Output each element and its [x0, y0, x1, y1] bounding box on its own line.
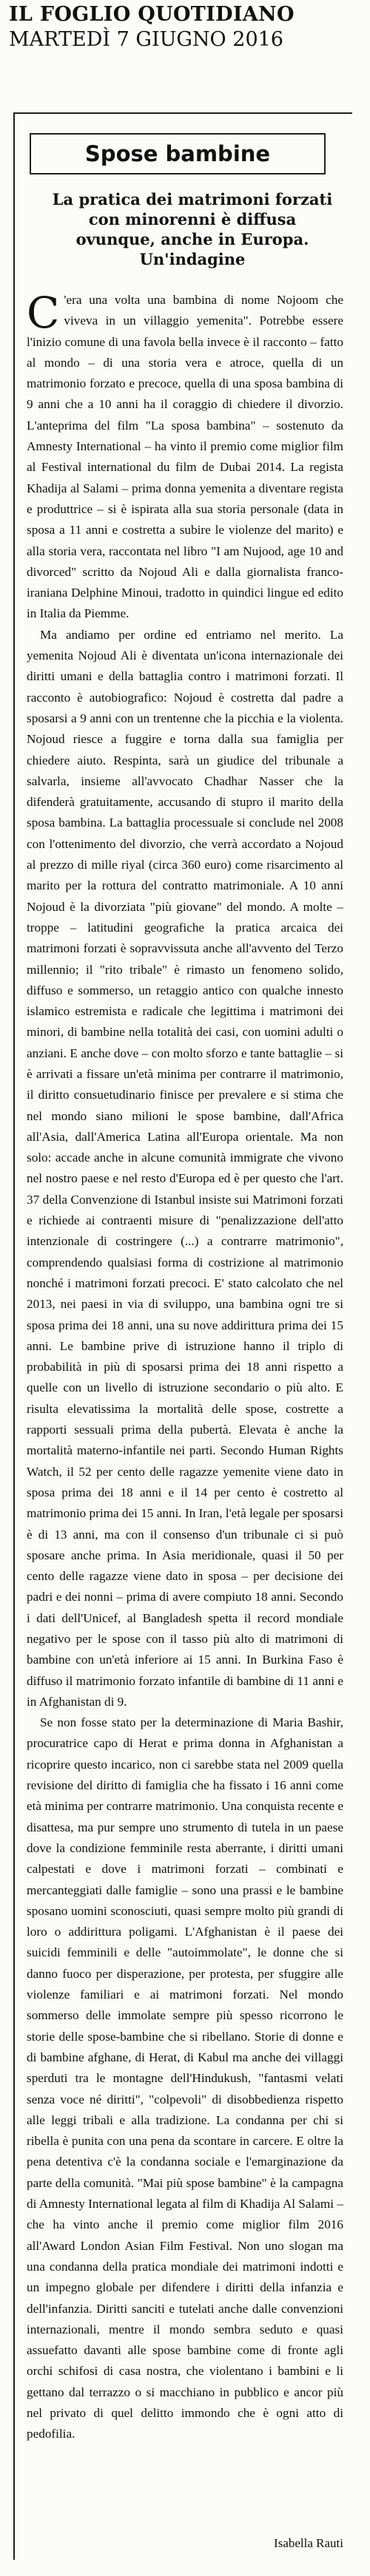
article-subtitle: La pratica dei matrimoni forzati con minorenni è diffusa ovunque, anche in Europa. Un'indagine [52, 190, 333, 268]
article-title: Spose bambine [84, 141, 271, 166]
publication-date: MARTEDÌ 7 GIUGNO 2016 [9, 28, 283, 51]
article-author: Isabella Rauti [274, 2536, 343, 2550]
masthead [9, 3, 361, 52]
paragraph-text: 'era una volta una bambina di nome Nojoom che viveva in un villaggio yemenita". Potrebbe essere l'inizio comune di una favola bella invece è il racconto – fatto al mondo – di una storia vera e atroce, quella di un matrimonio forzato e precoce, quella di una sposa bambina di 9 anni che a 10 anni ha il coraggio di chiedere il divorzio. L'anteprima del film "La sposa bambina" – sostenuto da Amnesty International – ha vinto il premio come miglior film al Festival international du film de Dubai 2014. La regista Khadija al Salami – prima donna yemenita a diventare regista e produttrice – si è ispirata alla sua storia personale (data in sposa a 11 anni e costretta a subire le violenze del marito) e alla storia vera, raccontata nel libro "I am Nujood, age 10 and divorced" scritto da Nojoud Ali e dalla giornalista franco-iraniana Delphine Minoui, tradotto in quindici lingue ed edito in Italia da Piemme. [27, 293, 343, 621]
article-body [27, 290, 343, 2445]
newspaper-name: IL FOGLIO QUOTIDIANO [9, 3, 295, 26]
article-paragraph-2: Ma andiamo per ordine ed entriamo nel merito. La yemenita Nojoud Ali è diventata un'icona internazionale dei diritti umani e della battaglia contro i matrimoni forzati. Il racconto è autobiografico: Nojoud è costretta dal padre a sposarsi a 9 anni con un trentenne che la picchia e la violenta. Nojoud riesce a fuggire e torna dalla sua famiglia per chiedere aiuto. Respinta, sarà un giudice del tribunale a salvarla, insieme all'avvocato Chadhar Nasser che la difenderà gratuitamente, accusando di stupro il marito della sposa bambina. La battaglia processuale si conclude nel 2008 con l'ottenimento del divorzio, che verrà accordato a Nojoud al prezzo di mille riyal (circa 360 euro) come risarcimento al marito per la rottura del contratto matrimoniale. A 10 anni Nojoud è la divorziata "più giovane" del mondo. A molte – troppe – latitudini geografiche la pratica arcaica dei matrimoni forzati è sopravvissuta anche all'avvento del Terzo millennio; il "rito tribale" è rimasto un fenomeno solido, diffuso e sommerso, un retaggio antico con qualche innesto islamico estremista e radicale che legittima i matrimoni dei minori, di bambine nella totalità dei casi, con uomini adulti o anziani. E anche dove – con molto sforzo e tante battaglie – si è arrivati a fissare un'età minima per contrarre il matrimonio, il diritto consuetudinario finisce per prevalere e si stima che nel mondo siano milioni le spose bambine, dall'Africa all'Asia, dall'America Latina all'Europa orientale. Ma non solo: accade anche in alcune comunità immigrate che vivono nel nostro paese e nel resto d'Europa ed è per questo che l'art. 37 della Convenzione di Istanbul insiste sui Matrimoni forzati e richiede ai contraenti misure di "penalizzazione dell'atto intenzionale di costringere (...) a contrarre matrimonio", comprendendo qualsiasi forma di costrizione al matrimonio nonché i matrimoni forzati precoci. E' stato calcolato che nel 2013, nei paesi in via di sviluppo, una bambina ogni tre si sposa prima dei 18 anni, una su nove addirittura prima dei 15 anni. Le bambine prive di istruzione hanno il triplo di probabilità in più di sposarsi prima dei 18 anni rispetto a quelle con un livello di istruzione secondario o più alto. E risulta elevatissima la mortalità delle spose, costrette a rapporti sessuali prima della pubertà. Elevata è anche la mortalità materno-infantile nei parti. Secondo Human Rights Watch, il 52 per cento delle ragazze yemenite viene dato in sposa prima dei 18 anni e il 14 per cento è costretto al matrimonio prima dei 15 anni. In Iran, l'età legale per sposarsi è di 13 anni, ma con il consenso d'un tribunale ci si può sposare anche prima. In Asia meridionale, quasi il 50 per cento delle ragazze viene dato in sposa – per decisione dei padri e dei nonni – prima di avere compiuto 18 anni. Secondo i dati dell'Unicef, al Bangladesh spetta il record mondiale negativo per le spose con il tasso più alto di matrimoni di bambine con un'età inferiore ai 15 anni. In Burkina Faso è diffuso il matrimonio forzato infantile di bambine di 11 anni e in Afghanistan di 9. [27, 627, 343, 1709]
article-paragraph-3: Se non fosse stato per la determinazione di Maria Bashir, procuratrice capo di Herat e prima donna in Afghanistan a ricoprire questo incarico, non ci sarebbe stata nel 2009 quella revisione del diritto di famiglia che ha fissato i 16 anni come età minima per contrarre matrimonio. Una conquista recente e disattesa, ma pur sempre uno strumento di tutela in un paese dove la condizione femminile resta aberrante, i diritti umani calpestati e dove i matrimoni forzati – combinati e mercanteggiati dalle famiglie – sono una prassi e le bambine sposano uomini sconosciuti, quasi sempre molto più grandi di loro o addirittura poligami. L'Afghanistan è il paese dei suicidi femminili e delle "autoimmolate", le donne che si danno fuoco per disperazione, per protesta, per sfuggire alle violenze familiari e ai matrimoni forzati. Nel mondo sommerso delle immolate sempre più spesso ricorrono le storie delle spose-bambine che si ribellano. Storie di donne e di bambine afghane, di Herat, di Kabul ma anche dei villaggi sperduti tra le montagne dell'Hindukush, "fantasmi velati senza voce né diritti", "colpevoli" di disobbedienza rispetto alle leggi tribali e alla tradizione. La condanna per chi si ribella è punita con una pena da scontare in carcere. E oltre la pena detentiva c'è la condanna sociale e l'emarginazione da parte della comunità. "Mai più spose bambine" è la campagna di Amnesty International legata al film di Khadija Al Salami – che ha vinto anche il premio come miglior film 2016 all'Award London Asian Film Festival. Non uno slogan ma una condanna della pratica mondiale dei matrimoni indotti e un impegno globale per difendere i diritti della infanzia e dell'infanzia. Diritti sanciti e tutelati anche dalle convenzioni internazionali, mentre il mondo sembra seduto e quasi assuefatto davanti alle spose bambine come di fronte agli orchi schifosi di casa nostra, che violentano i bambini e li gettano dal terrazzo o si macchiano in pubblico e ancor più nel privato di quel delitto immondo che è ogni atto di pedofilia. [27, 1715, 343, 2441]
drop-cap: C [27, 288, 60, 338]
article-title-box [30, 133, 326, 174]
article-paragraph-1 [27, 290, 343, 625]
